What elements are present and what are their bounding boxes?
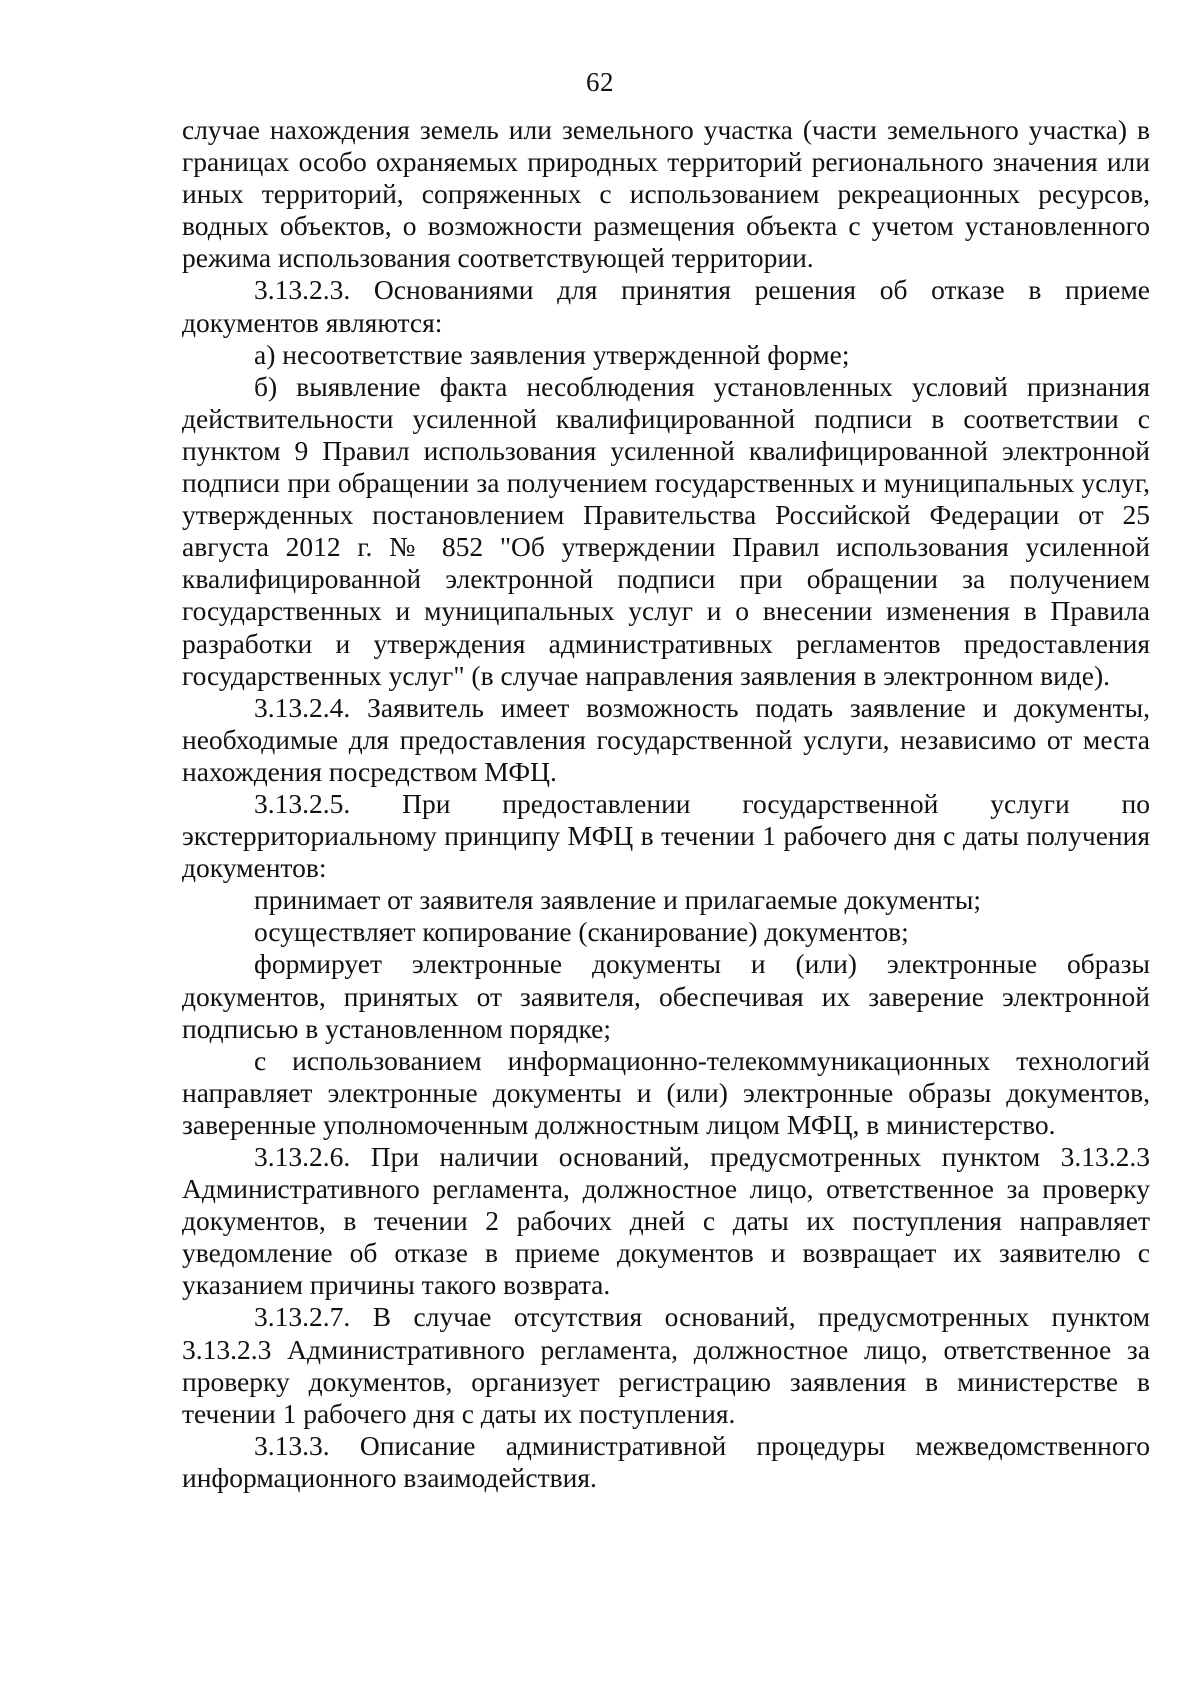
list-item-accepts: принимает от заявителя заявление и прилагаемые документы;	[254, 884, 982, 916]
paragraph-continuation: случае нахождения земель или земельного участка (части земельного участка) в границах особо охраняемых природных территорий регионального значения или иных территорий, сопряженных с использованием рекреационных ресурсов, водных объектов, о возможности размещения объекта с учетом установленного режима использования соответствующей территории.	[182, 114, 1150, 274]
document-body	[182, 114, 1150, 1494]
paragraph-3-13-2-7: 3.13.2.7. В случае отсутствия оснований, предусмотренных пунктом 3.13.2.3 Административного регламента, должностное лицо, ответственное за проверку документов, организует регистрацию заявления в министерстве в течении 1 рабочего дня с даты их поступления.	[182, 1301, 1150, 1429]
paragraph-3-13-2-4: 3.13.2.4. Заявитель имеет возможность подать заявление и документы, необходимые для предоставления государственной услуги, независимо от места нахождения посредством МФЦ.	[182, 691, 1150, 787]
paragraph-3-13-2-6: 3.13.2.6. При наличии оснований, предусмотренных пунктом 3.13.2.3 Административного регламента, должностное лицо, ответственное за проверку документов, в течении 2 рабочих дней с даты их поступления направляет уведомление об отказе в приеме документов и возвращает их заявителю с указанием причины такого возврата.	[182, 1141, 1150, 1301]
list-item-sends: с использованием информационно-телекоммуникационных технологий направляет электронные документы и (или) электронные образы документов, заверенные уполномоченным должностным лицом МФЦ, в министерство.	[182, 1044, 1150, 1140]
paragraph-3-13-2-5: 3.13.2.5. При предоставлении государственной услуги по экстерриториальному принципу МФЦ в течении 1 рабочего дня с даты получения документов:	[182, 787, 1150, 884]
list-item-forms: формирует электронные документы и (или) электронные образы документов, принятых от заявителя, обеспечивая их заверение электронной подписью в установленном порядке;	[182, 948, 1150, 1044]
list-item-a: а) несоответствие заявления утвержденной форме;	[254, 338, 850, 370]
list-item-copies: осуществляет копирование (сканирование) документов;	[254, 916, 909, 948]
list-item-b: б) выявление факта несоблюдения установленных условий признания действительности усиленной квалифицированной подписи в соответствии с пунктом 9 Правил использования усиленной квалифицированной электронной подписи при обращении за получением государственных и муниципальных услуг, утвержденных постановлением Правительства Российской Федерации от 25 августа 2012 г. № 852 "Об утверждении Правил использования усиленной квалифицированной электронной подписи при обращении за получением государственных и муниципальных услуг и о внесении изменения в Правила разработки и утверждения административных регламентов предоставления государственных услуг" (в случае направления заявления в электронном виде).	[182, 370, 1150, 691]
paragraph-3-13-3: 3.13.3. Описание административной процедуры межведомственного информационного взаимодействия.	[182, 1429, 1150, 1493]
paragraph-3-13-2-3: 3.13.2.3. Основаниями для принятия решения об отказе в приеме документов являются:	[182, 274, 1150, 338]
page-number: 62	[586, 67, 614, 97]
